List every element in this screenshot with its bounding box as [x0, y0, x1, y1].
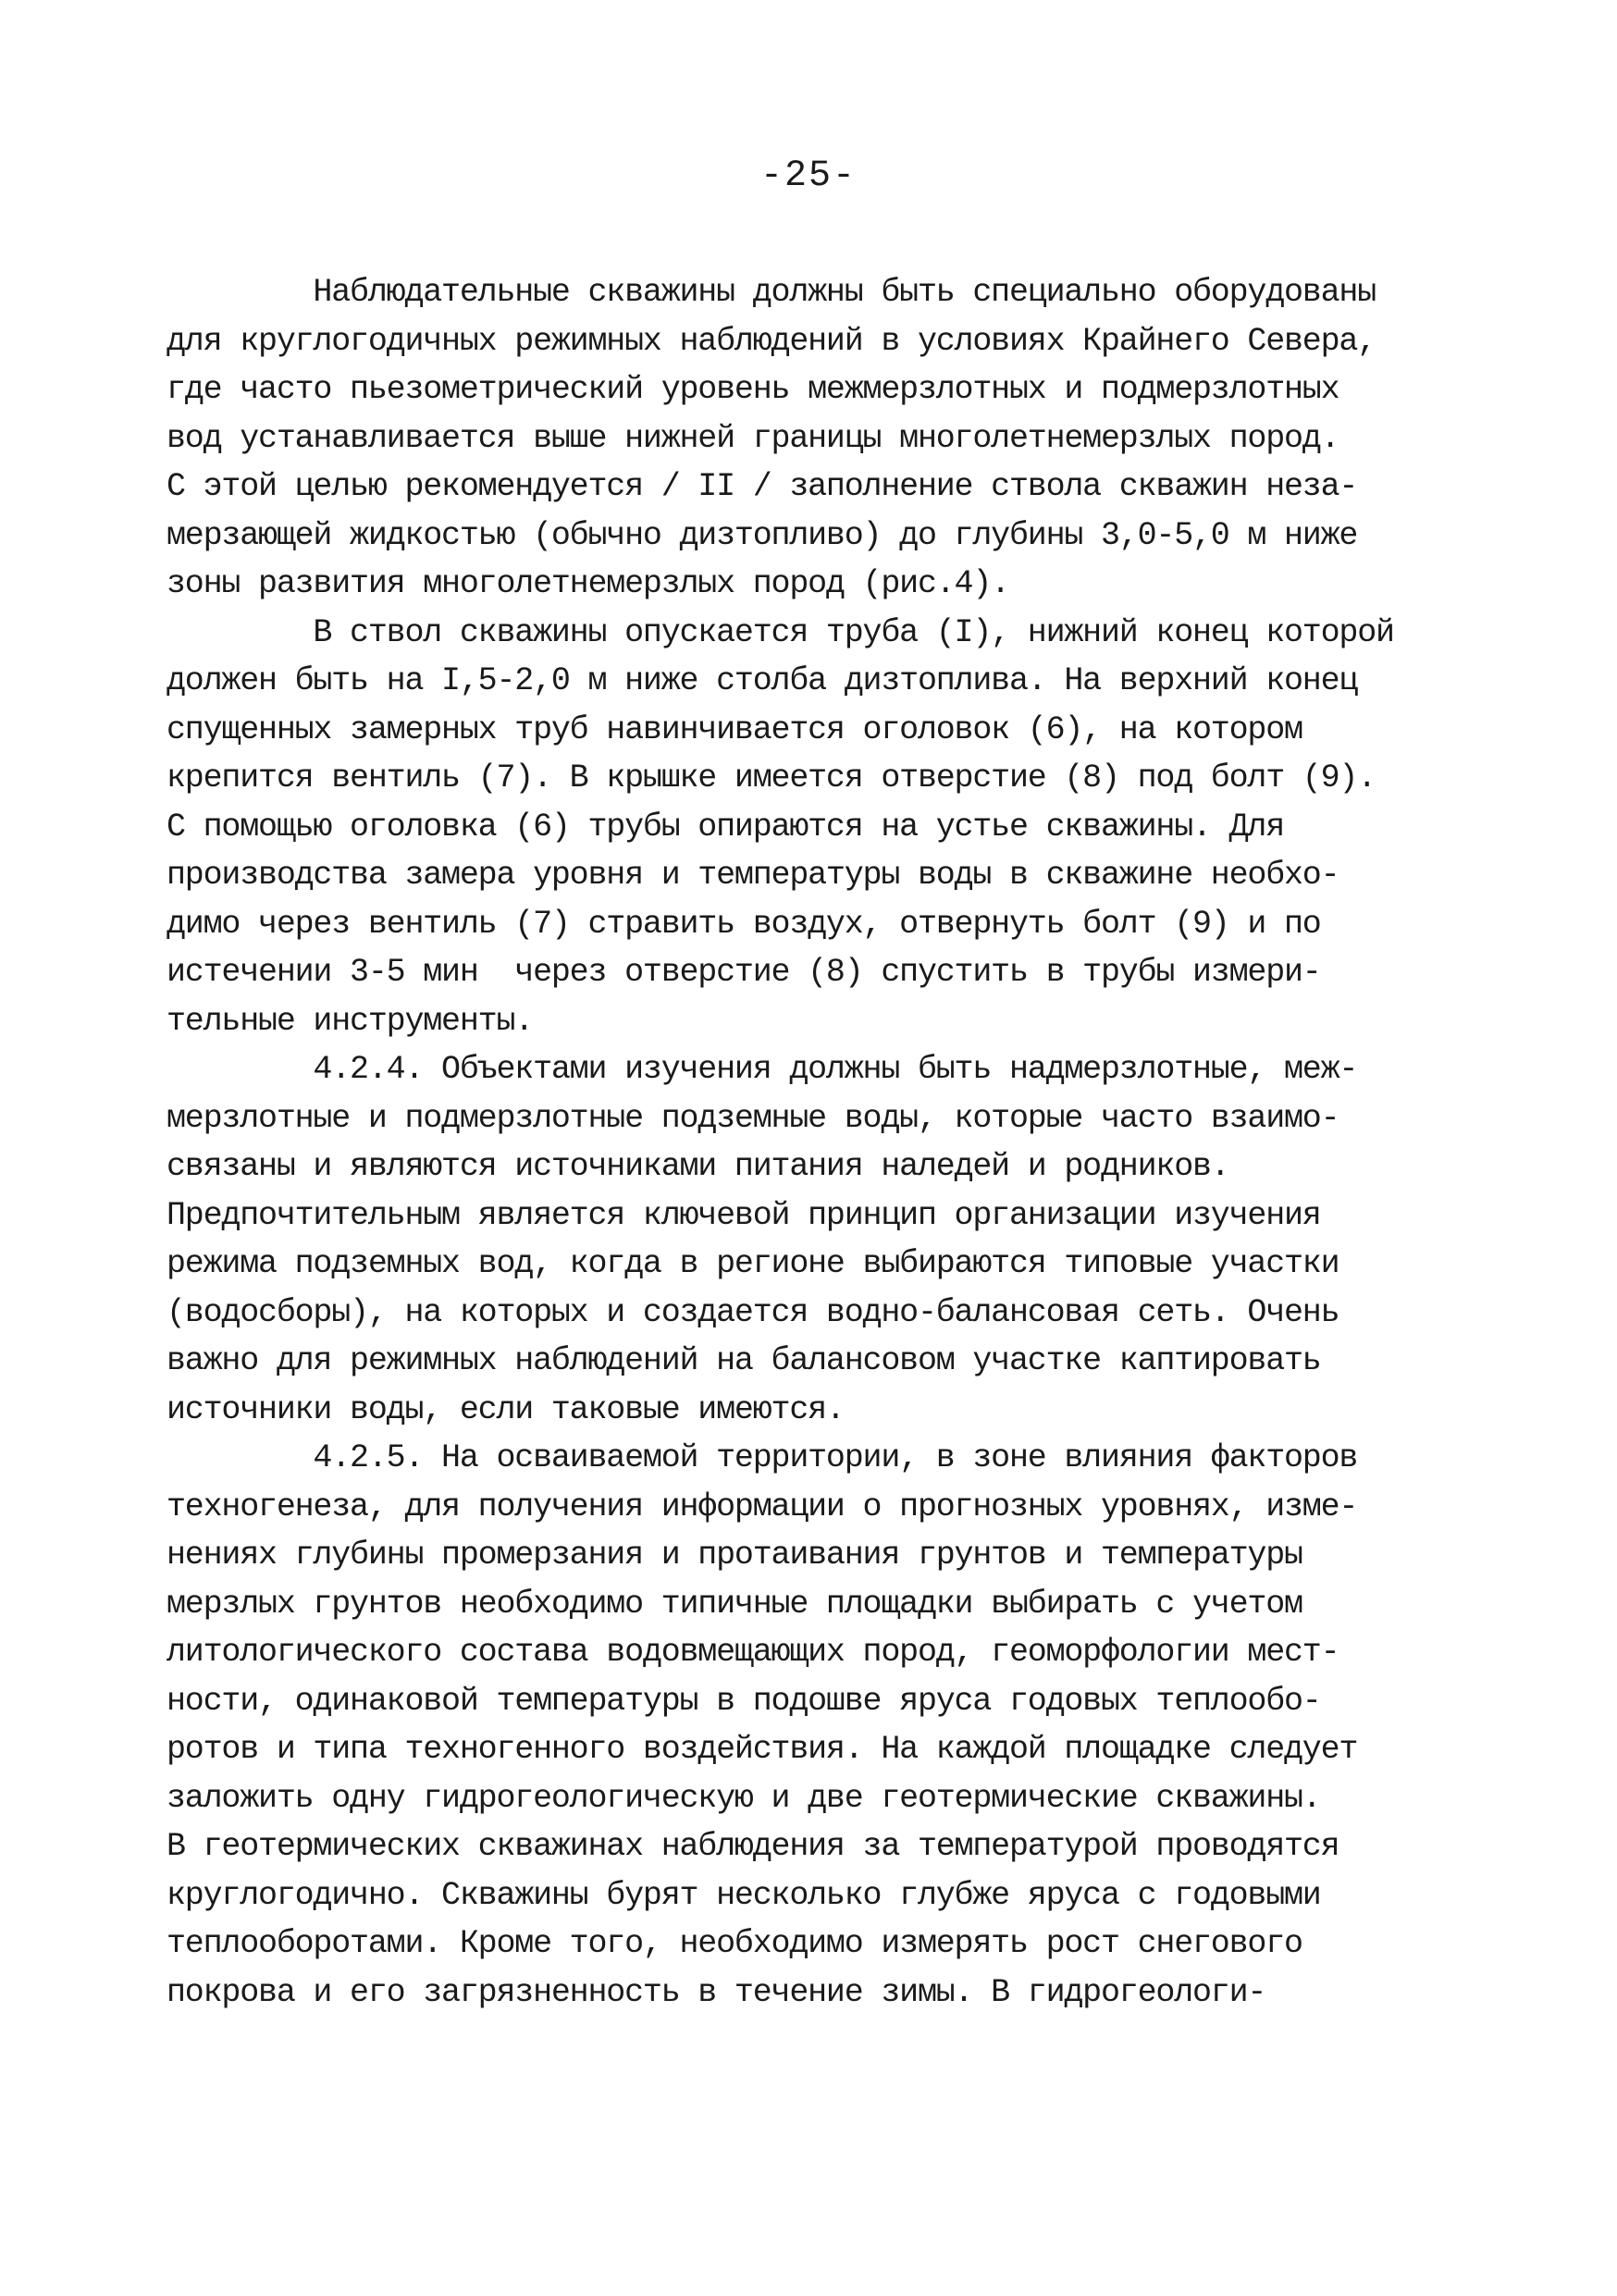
text-line: ности, одинаковой температуры в подошве яруса годовых теплообо-	[167, 1682, 1321, 1720]
text-line: С этой целью рекомендуется / II / заполнение ствола скважин неза-	[167, 468, 1358, 505]
text-line: мерзлотные и подмерзлотные подземные воды, которые часто взаимо-	[167, 1099, 1339, 1137]
text-line: заложить одну гидрогеологическую и две геотермические скважины.	[167, 1779, 1321, 1817]
text-line: теплооборотами. Кроме того, необходимо измерять рост снегового	[167, 1925, 1302, 1962]
text-line: тельные инструменты.	[167, 1002, 534, 1040]
page-number: -25-	[759, 155, 857, 197]
text-line: вод устанавливается выше нижней границы многолетнемерзлых пород.	[167, 419, 1339, 457]
text-line: мерзлых грунтов необходимо типичные площадки выбирать с учетом	[167, 1585, 1302, 1623]
text-line: спущенных замерных труб навинчивается оголовок (6), на котором	[167, 710, 1302, 748]
body-text	[167, 268, 1489, 2017]
text-line: (водосборы), на которых и создается водно-балансовая сеть. Очень	[167, 1293, 1339, 1331]
text-line: круглогодично. Скважины бурят несколько глубже яруса с годовыми	[167, 1876, 1321, 1914]
text-line: источники воды, если таковые имеются.	[167, 1390, 845, 1428]
text-line: для круглогодичных режимных наблюдений в условиях Крайнего Севера,	[167, 322, 1376, 360]
text-line: С помощью оголовка (6) трубы опираются на устье скважины. Для	[167, 808, 1285, 846]
text-line: мерзающей жидкостью (обычно дизтопливо) до глубины 3,0-5,0 м ниже	[167, 516, 1358, 554]
text-line: литологического состава водовмещающих пород, геоморфологии мест-	[167, 1634, 1339, 1671]
text-line: В геотермических скважинах наблюдения за температурой проводятся	[167, 1828, 1339, 1865]
text-line: важно для режимных наблюдений на балансовом участке каптировать	[167, 1342, 1321, 1379]
text-line: должен быть на I,5-2,0 м ниже столба дизтоплива. На верхний конец	[167, 662, 1358, 699]
text-line: В ствол скважины опускается труба (I), нижний конец которой	[167, 613, 1394, 651]
text-line: крепится вентиль (7). В крышке имеется отверстие (8) под болт (9).	[167, 759, 1376, 796]
text-line: нениях глубины промерзания и протаивания грунтов и температуры	[167, 1537, 1302, 1574]
text-line: где часто пьезометрический уровень межмерзлотных и подмерзлотных	[167, 371, 1339, 408]
text-line: покрова и его загрязненность в течение зимы. В гидрогеологи-	[167, 1973, 1266, 2011]
text-line: техногенеза, для получения информации о прогнозных уровнях, изме-	[167, 1487, 1358, 1525]
text-line: Наблюдательные скважины должны быть специально оборудованы	[167, 274, 1376, 311]
text-line: Предпочтительным является ключевой принцип организации изучения	[167, 1196, 1321, 1234]
text-line: димо через вентиль (7) стравить воздух, отвернуть болт (9) и по	[167, 905, 1321, 943]
text-line: истечении 3-5 мин через отверстие (8) спустить в трубы измери-	[167, 954, 1321, 991]
text-line: режима подземных вод, когда в регионе выбираются типовые участки	[167, 1245, 1339, 1282]
text-line: зоны развития многолетнемерзлых пород (рис.4).	[167, 565, 1009, 602]
text-line: производства замера уровня и температуры воды в скважине необхо-	[167, 857, 1339, 894]
text-line: 4.2.5. На осваиваемой территории, в зоне влияния факторов	[167, 1439, 1358, 1476]
text-line: связаны и являются источниками питания наледей и родников.	[167, 1148, 1229, 1185]
text-line: ротов и типа техногенного воздействия. На каждой площадке следует	[167, 1731, 1358, 1768]
text-line: 4.2.4. Объектами изучения должны быть надмерзлотные, меж-	[167, 1051, 1358, 1088]
